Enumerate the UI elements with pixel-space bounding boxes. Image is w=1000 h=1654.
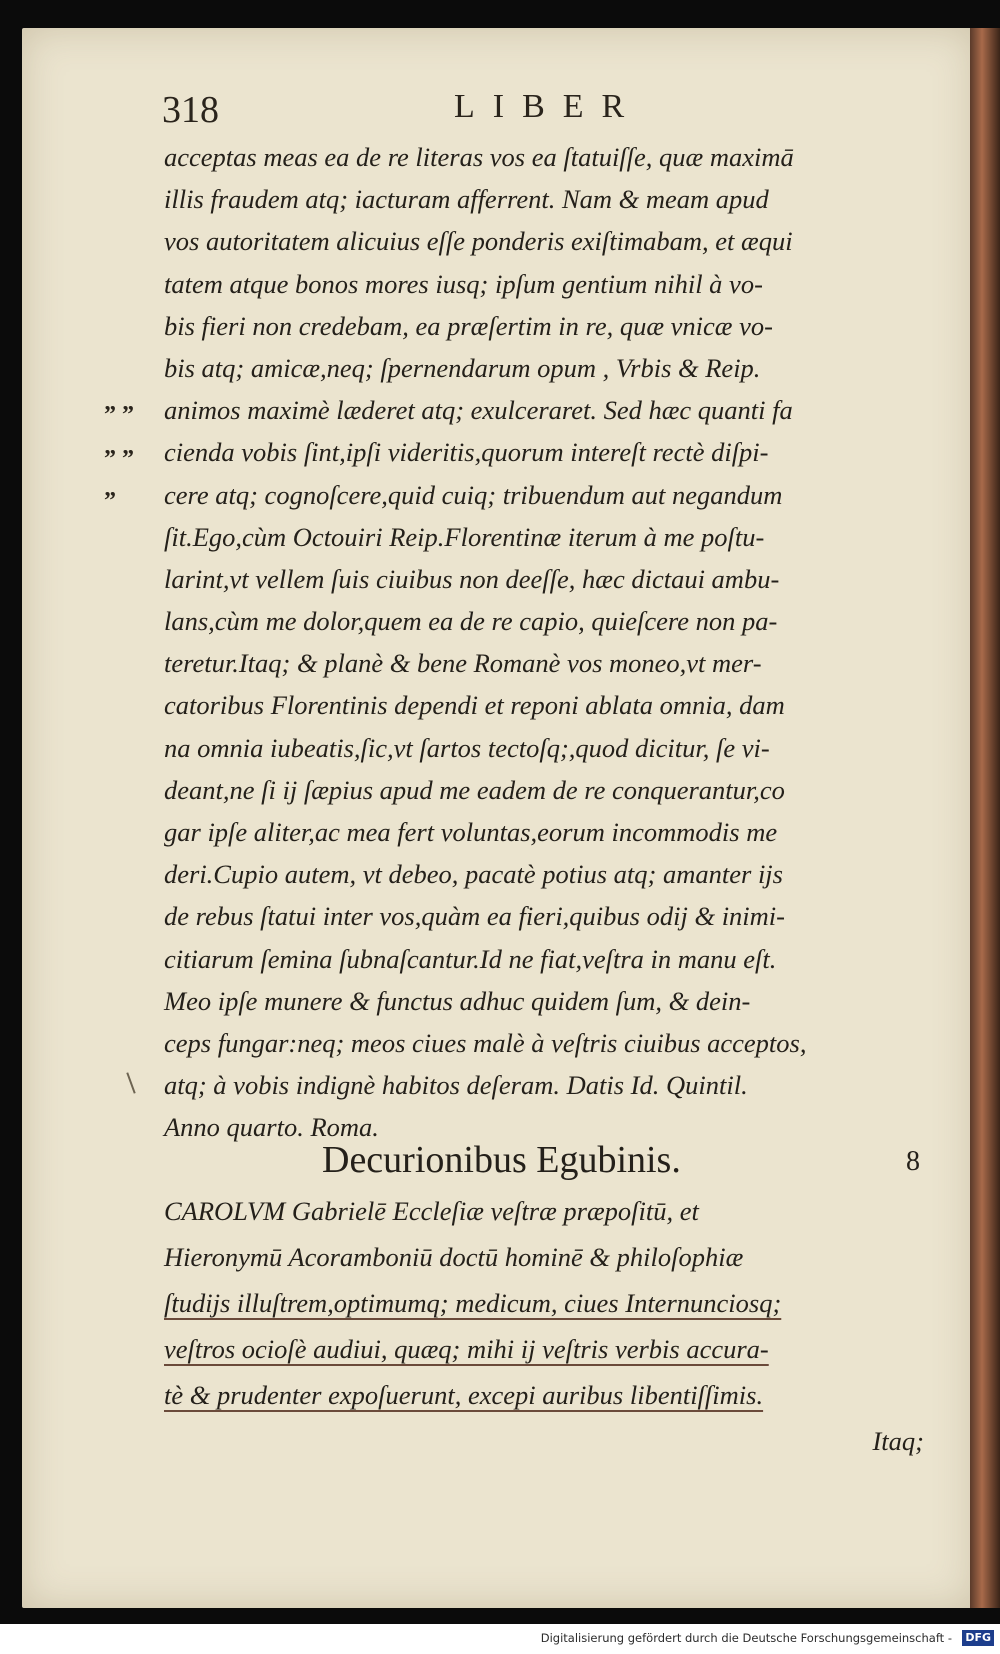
text-line: larint,vt vellem ſuis ciuibus non deeſſe, hæc dictaui ambu- xyxy=(164,563,780,594)
catchword: Itaq; xyxy=(872,1426,924,1456)
text-line: citiarum ſemina ſubnaſcantur.Id ne fiat,veſtra in manu eſt. xyxy=(164,943,777,974)
text-line: cienda vobis ſint,ipſi videritis,quorum intereſt rectè diſpi- xyxy=(164,437,769,468)
text-line: ſit.Ego,cùm Octouiri Reip.Florentinæ iterum à me poſtu- xyxy=(164,521,765,552)
text-line: acceptas meas ea de re literas vos ea ſtatuiſſe, quæ maximā xyxy=(164,142,794,172)
margin-mark: ” ” xyxy=(104,402,134,428)
text-line-underlined: tè & prudenter expoſuerunt, excepi auribus libentiſſimis. xyxy=(164,1380,764,1410)
text-line: atq; à vobis indignè habitos deſeram. Datis Id. Quintil. xyxy=(164,1070,748,1101)
text-line: ceps fungar:neq; meos ciues malè à veſtris ciuibus acceptos, xyxy=(164,1027,807,1058)
text-line: catoribus Florentinis dependi et reponi ablata omnia, dam xyxy=(164,690,785,721)
text-line: CAROLVM Gabrielē Eccleſiæ veſtræ præpoſitū, et xyxy=(164,1196,699,1226)
text-line: illis fraudem atq; iacturam afferrent. Nam & meam apud xyxy=(164,184,769,215)
running-head: LIBER xyxy=(454,88,643,125)
margin-mark: ” xyxy=(104,488,116,514)
text-line: deri.Cupio autem, vt debeo, pacatè potius atq; amanter ijs xyxy=(164,859,783,890)
text-line-underlined: veſtros ocioſè audiui, quæq; mihi ij veſtris verbis accura- xyxy=(164,1334,769,1364)
letter-heading xyxy=(160,1138,920,1190)
text-line-underlined: ſtudijs illuſtrem,optimumq; medicum, ciues Internunciosq; xyxy=(164,1288,782,1318)
footer-bar xyxy=(0,1624,1000,1654)
text-line: gar ipſe aliter,ac mea fert voluntas,eorum incommodis me xyxy=(164,817,778,847)
text-line: Anno quarto. Roma. xyxy=(164,1112,379,1143)
letter-body-text xyxy=(164,136,924,1149)
text-line: de rebus ſtatui inter vos,quàm ea fieri,quibus odij & inimi- xyxy=(164,901,785,932)
text-line: bis fieri non credebam, ea præſertim in re, quæ vnicæ vo- xyxy=(164,310,773,341)
page-number: 318 xyxy=(162,89,219,131)
letter-title: Decurionibus Egubinis. xyxy=(322,1139,681,1181)
funding-notice: Digitalisierung gefördert durch die Deutsche Forschungsgemeinschaft - xyxy=(540,1631,952,1645)
letter-text xyxy=(164,1188,924,1464)
text-line: cere atq; cognoſcere,quid cuiq; tribuendum aut negandum xyxy=(164,479,783,510)
dfg-logo: DFG xyxy=(962,1630,994,1646)
page-edge xyxy=(970,28,1000,1608)
text-line: Hieronymū Acoramboniū doctū hominē & philoſophiæ xyxy=(164,1242,744,1272)
page-header xyxy=(162,88,922,138)
text-line: animos maximè læderet atq; exulceraret. Sed hæc quanti fa xyxy=(164,395,793,426)
text-line: bis atq; amicæ,neq; ſpernendarum opum , Vrbis & Reip. xyxy=(164,352,761,383)
text-line: deant,ne ſi ij ſæpius apud me eadem de re conquerantur,co xyxy=(164,774,785,805)
text-line: Meo ipſe munere & functus adhuc quidem ſum, & dein- xyxy=(164,985,751,1016)
text-line: na omnia iubeatis,ſic,vt ſartos tectoſq;,quod dicitur, ſe vi- xyxy=(164,732,770,763)
text-line: lans,cùm me dolor,quem ea de re capio, quieſcere non pa- xyxy=(164,606,778,637)
letter-number: 8 xyxy=(906,1146,920,1177)
text-line: teretur.Itaq; & planè & bene Romanè vos moneo,vt mer- xyxy=(164,648,762,679)
margin-mark: ” ” xyxy=(104,446,134,472)
text-line: vos autoritatem alicuius eſſe ponderis exiſtimabam, et æqui xyxy=(164,226,793,257)
text-line: tatem atque bonos mores iusq; ipſum gentium nihil à vo- xyxy=(164,268,763,299)
